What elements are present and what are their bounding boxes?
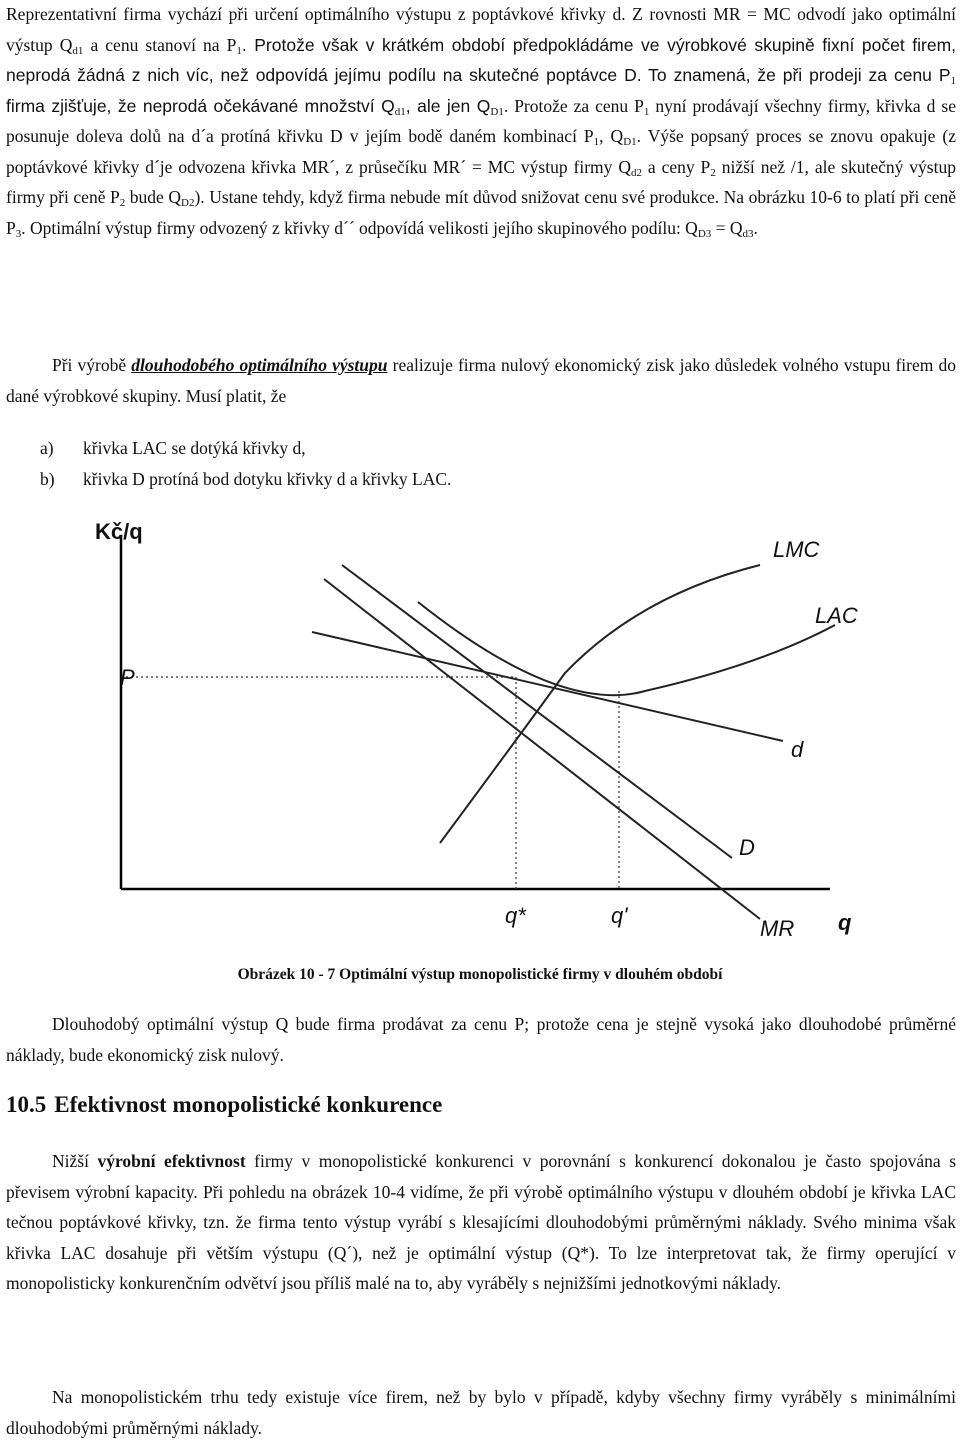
p1-text-14: . Optimální výstup firmy odvozený z křivky d´´ odpovídá velikosti jejího skupinového podílu: Q [21, 217, 698, 238]
p1-sub-7: 1 [593, 136, 600, 148]
list-marker: b) [40, 469, 55, 489]
q-star-label: q* [505, 903, 526, 928]
p1-sub-6: 1 [643, 105, 650, 118]
p1-sub-4: d1 [394, 105, 406, 118]
p4-text-pre: Nižší [52, 1151, 98, 1171]
p1-text-9: . Výše popsaný proces se znovu opakuje (z poptávkové křivky d´je odvozena křivka MR´, z průsečíku MR´ = MC výstup firmy Q [6, 126, 956, 177]
lac-label: LAC [815, 603, 858, 628]
p1-text-7: nyní prodávají všechny firmy, křivka d se posunuje doleva dolů na d´a protíná křivku D v jejím bodě daném kombinací P [6, 95, 956, 146]
list-item-text: křivka D protíná bod dotyku křivky d a křivky LAC. [83, 469, 452, 489]
lac-curve [418, 602, 835, 695]
firm-demand-curve-d [312, 632, 783, 741]
p1-text-5: , ale jen Q [405, 95, 491, 116]
p4-text-post: firmy v monopolistické konkurenci v porovnání s konkurencí dokonalou je často spojována s převisem výrobní kapacity. Při pohledu na obrázek 10-4 vidíme, že při výrobě optimálního výstupu v dlouhém období je křivka LAC tečnou poptávkové křivky, tzn. že firma tento výstup vyrábí s klesajícími dlouhodobými průměrnými náklady. Svého minima však křivka LAC dosahuje při větším výstupu (Q´), než je optimální výstup (Q*). To lze interpretovat tak, že firmy operující v monopolisticky konkurenčním odvětví jsou příliš malé na to, aby vyráběly s nejnižšími jednotkovými náklady. [6, 1151, 956, 1293]
paragraph-long-run-optimum [6, 350, 956, 411]
market-demand-curve-D [342, 565, 732, 858]
p4-bold-term: výrobní efektivnost [97, 1151, 246, 1171]
p1-text-12: bude Q [125, 187, 182, 207]
price-label: P [120, 665, 135, 690]
p2-text-pre: Při výrobě [52, 355, 132, 375]
p1-text-8: , Q [599, 126, 624, 146]
y-axis-label: Kč/q [95, 519, 143, 544]
cost-curves-figure [0, 505, 960, 955]
section-number: 10.5 [6, 1092, 47, 1117]
p1-sub-2: 1 [236, 44, 242, 57]
p1-text-4: firma zjišťuje, že neprodá očekávané množství Q [6, 95, 395, 116]
lmc-curve [440, 565, 760, 843]
p1-text-1: Reprezentativní firma vychází při určení optimálního výstupu z poptávkové křivky d. Z rovnosti MR = MC odvodí jako optimální výstup Q [6, 4, 956, 55]
p1-text-2: a cenu stanoví na P [83, 34, 237, 55]
p1-text-11: nižší než /1, ale skutečný výstup firmy při ceně P [6, 156, 956, 207]
x-axis-label: q [838, 910, 852, 935]
p1-text-10: a ceny P [641, 156, 711, 177]
paragraph-conclusion: Na monopolistickém trhu tedy existuje více firem, než by bylo v případě, kdyby všechny firmy vyráběly s minimálními dlouhodobými průměrnými náklady. [6, 1387, 956, 1438]
p1-text-15: = Q [711, 217, 743, 238]
list-marker: a) [40, 438, 54, 458]
p1-sub-1: d1 [72, 44, 84, 57]
D-label: D [739, 835, 755, 860]
p1-text-13: ). Ustane tehdy, když firma nebude mít důvod snižovat cenu své produkce. Na obrázku 10-6 to platí při ceně P [6, 187, 957, 238]
p2-text-post: realizuje firma nulový ekonomický zisk jako důsledek volného vstupu firem do dané výrobkové skupiny. Musí platit, že [6, 355, 956, 406]
p1-sub-11: 2 [119, 197, 126, 209]
d-label: d [791, 737, 804, 762]
p1-sub-10: 2 [710, 166, 716, 179]
p1-text-3: . Protože však v krátkém období předpokládáme ve výrobkové skupině fixní počet firem, neprodá žádná z nich víc, než odpovídá jejímu podílu na skutečné poptávce D. To znamená, že při prodeji za cenu P [6, 34, 957, 85]
p1-text-16: . [753, 217, 758, 238]
section-title: Efektivnost monopolistické konkurence [54, 1092, 443, 1117]
p1-sub-14: D3 [697, 227, 712, 240]
p2-emphasis: dlouhodobého optimálního výstupu [131, 355, 388, 375]
p1-sub-5: D1 [490, 105, 504, 118]
p1-sub-9: d2 [630, 166, 642, 179]
section-heading [6, 1092, 442, 1118]
conditions-list [40, 433, 920, 495]
p1-sub-12: D2 [181, 197, 195, 209]
p1-sub-15: d3 [742, 227, 754, 240]
paragraph-short-run-adjustment [6, 0, 956, 243]
list-item [40, 464, 920, 495]
figure-caption: Obrázek 10 - 7 Optimální výstup monopolistické firmy v dlouhém období [237, 966, 723, 983]
lmc-label: LMC [773, 537, 820, 562]
q-prime-label: q' [611, 903, 628, 928]
list-item-text: křivka LAC se dotýká křivky d, [83, 438, 306, 458]
mr-label: MR [760, 916, 795, 941]
p1-sub-13: 3 [15, 227, 22, 240]
p1-sub-3: 1 [950, 75, 956, 87]
p1-text-6: . Protože za cenu P [503, 95, 644, 116]
marginal-revenue-curve [324, 579, 760, 919]
list-item [40, 433, 920, 464]
p1-sub-8: D1 [623, 136, 637, 148]
paragraph-zero-profit: Dlouhodobý optimální výstup Q bude firma prodávat za cenu P; protože cena je stejně vysoká jako dlouhodobé průměrné náklady, bude ekonomický zisk nulový. [6, 1014, 956, 1065]
paragraph-efficiency [6, 1146, 956, 1299]
